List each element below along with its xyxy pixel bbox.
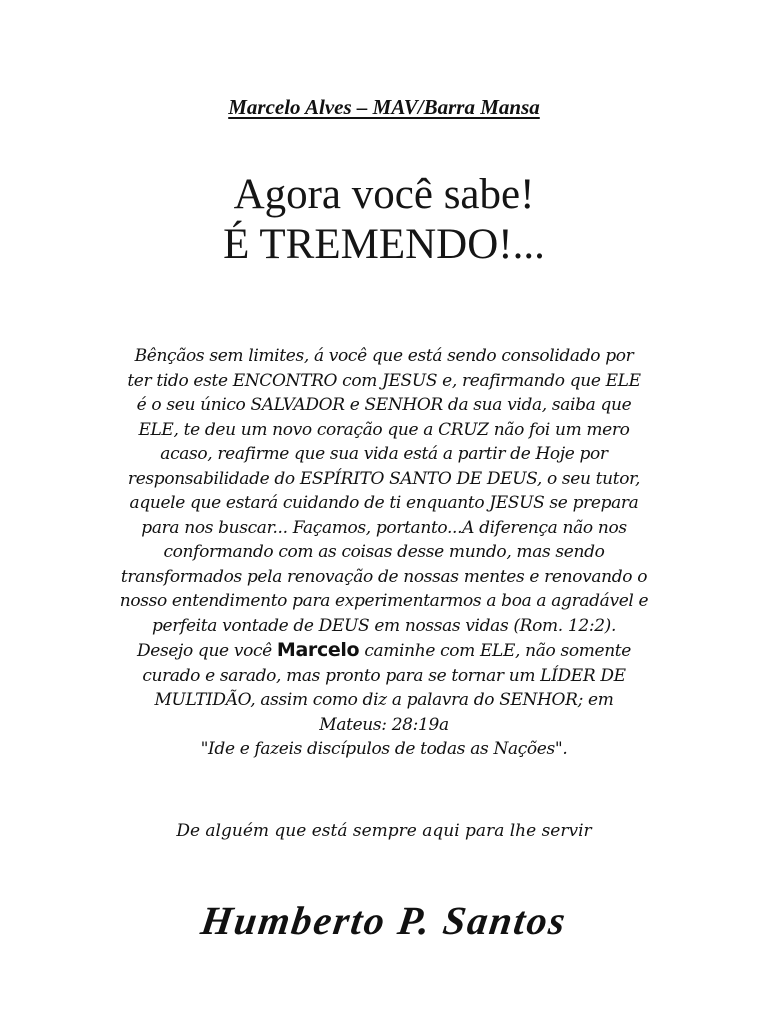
body-line: perfeita vontade de DEUS em nossas vidas (Rom. 12:2).	[151, 615, 617, 636]
body-line: acaso, reafirme que sua vida está a partir de Hoje por	[160, 444, 608, 464]
recipient-name: Marcelo	[276, 639, 360, 661]
page-title	[0, 170, 768, 270]
body-line: transformados pela renovação de nossas mentes e renovando o	[120, 566, 648, 587]
title-line-2: É TREMENDO!...	[223, 221, 545, 268]
body-line: curado e sarado, mas pronto para se tornar um LÍDER DE	[142, 665, 626, 686]
bible-reference: Mateus: 28:19a	[319, 714, 449, 735]
body-line: para nos buscar... Façamos, portanto...A diferença não nos	[141, 517, 627, 538]
author-header	[0, 93, 768, 121]
body-line: é o seu único SALVADOR e SENHOR da sua vida, saiba que	[136, 395, 632, 415]
body-line: ELE, te deu um novo coração que a CRUZ não foi um mero	[138, 419, 630, 440]
body-line: responsabilidade do ESPÍRITO SANTO DE DEUS, o seu tutor,	[127, 468, 641, 489]
author-line: Marcelo Alves – MAV/Barra Mansa	[228, 95, 540, 119]
wish-after-name: caminhe com ELE, não somente	[359, 641, 631, 661]
body-line: nosso entendimento para experimentarmos a boa a agradável e	[119, 591, 649, 611]
title-line-1: Agora você sabe!	[233, 171, 535, 218]
wish-before-name: Desejo que você	[136, 641, 277, 661]
body-line: aquele que estará cuidando de ti enquanto JESUS se prepara	[129, 493, 639, 513]
wish-line	[60, 638, 708, 664]
body-line: ter tido este ENCONTRO com JESUS e, reafirmando que ELE	[127, 370, 641, 391]
closing-text: De alguém que está sempre aqui para lhe servir	[176, 821, 592, 841]
closing-line	[0, 818, 768, 844]
body-line: conformando com as coisas desse mundo, mas sendo	[163, 542, 605, 562]
signature: Humberto P. Santos	[198, 898, 570, 943]
bible-quote: "Ide e fazeis discípulos de todas as Nações".	[200, 739, 568, 759]
body-line: MULTIDÃO, assim como diz a palavra do SENHOR; em	[154, 690, 614, 710]
body-line: Bênçãos sem limites, á você que está sendo consolidado por	[134, 346, 634, 366]
message-body	[60, 344, 708, 762]
